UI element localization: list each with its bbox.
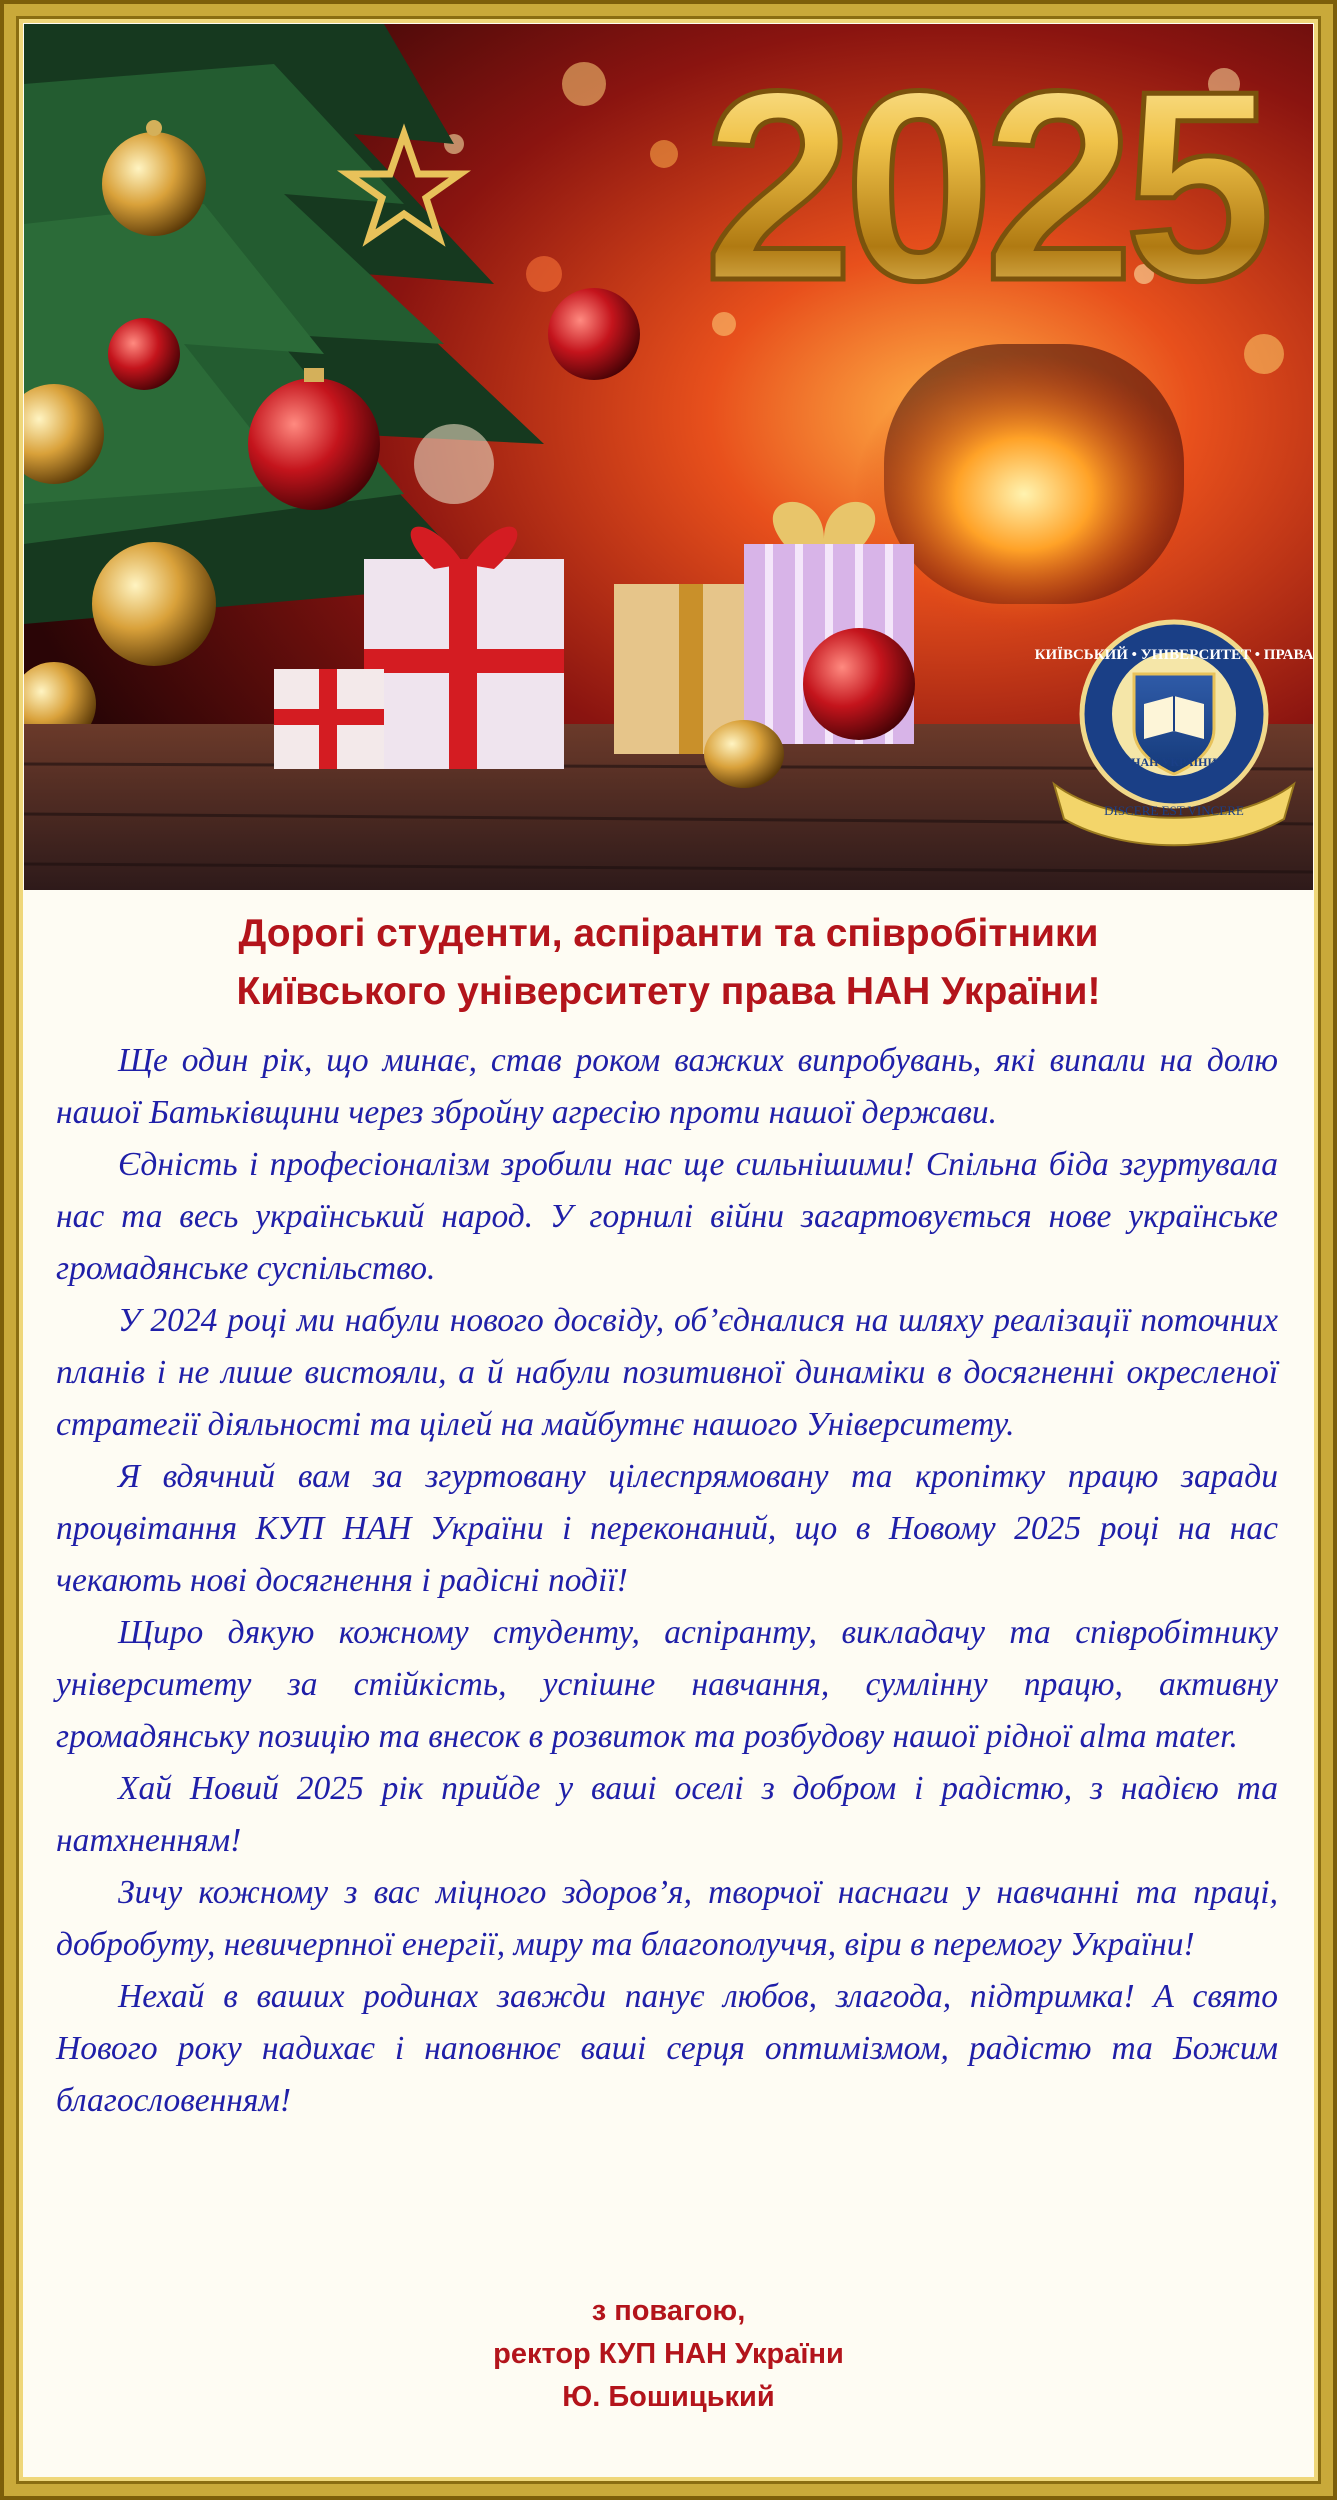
greeting-heading xyxy=(24,905,1313,1021)
year-numerals: 2025 xyxy=(703,36,1265,337)
heading-line-2: Київського університету права НАН України! xyxy=(236,970,1101,1013)
paragraph: Щиро дякую кожному студенту, аспіранту, викладачу та співробітнику університету за стійкість, успішне навчання, сумлінну працю, активну громадянську позицію та внесок в розвиток та розбудову нашої рідної alma mater. xyxy=(56,1614,1278,1755)
signature-closing: з повагою, xyxy=(591,2295,746,2327)
signature-block xyxy=(24,2290,1313,2419)
paragraph: Хай Новий 2025 рік прийде у ваші оселі з добром і радістю, з надією та натхненням! xyxy=(56,1770,1278,1859)
signature-title: ректор КУП НАН України xyxy=(493,2338,844,2370)
logo-ring-text: КИЇВСЬКИЙ • УНІВЕРСИТЕТ • ПРАВА xyxy=(1034,647,1313,663)
paragraph: У 2024 році ми набули нового досвіду, об’єдналися на шляху реалізації поточних планів і не лише вистояли, а й набули позитивної динаміки в досягненні окресленої стратегії діяльності та цілей на майбутнє нашого Університету. xyxy=(56,1302,1278,1443)
paragraph: Я вдячний вам за згуртовану цілеспрямовану та кропітку працю заради процвітання КУП НАН України і переконаний, що в Новому 2025 році на нас чекають нові досягнення і радісні події! xyxy=(56,1458,1278,1599)
logo-motto: DISCERE EST VINCERE xyxy=(1104,803,1244,818)
logo-ribbon-text: НАН УКРАЇНИ xyxy=(1131,755,1217,769)
paragraph: Єдність і професіоналізм зробили нас ще сильнішими! Спільна біда згуртувала нас та весь український народ. У горнилі війни загартовується нове українське громадянське суспільство. xyxy=(56,1146,1278,1287)
paragraph: Нехай в ваших родинах завжди панує любов, злагода, підтримка! А свято Нового року надихає і наповнює ваші серця оптимізмом, радістю та Божим благословенням! xyxy=(56,1978,1278,2119)
paragraph: Ще один рік, що минає, став роком важких випробувань, які випали на долю нашої Батьківщини через збройну агресію проти нашої держави. xyxy=(56,1042,1278,1131)
signature-name: Ю. Бошицький xyxy=(562,2381,775,2413)
heading-line-1: Дорогі студенти, аспіранти та співробітники xyxy=(238,912,1099,955)
holiday-banner-image xyxy=(24,24,1313,890)
letter-body xyxy=(56,1035,1278,2127)
paragraph: Зичу кожному з вас міцного здоров’я, творчої наснаги у навчанні та праці, добробуту, невичерпної енергії, миру та благополуччя, віри в перемогу України! xyxy=(56,1874,1278,1963)
